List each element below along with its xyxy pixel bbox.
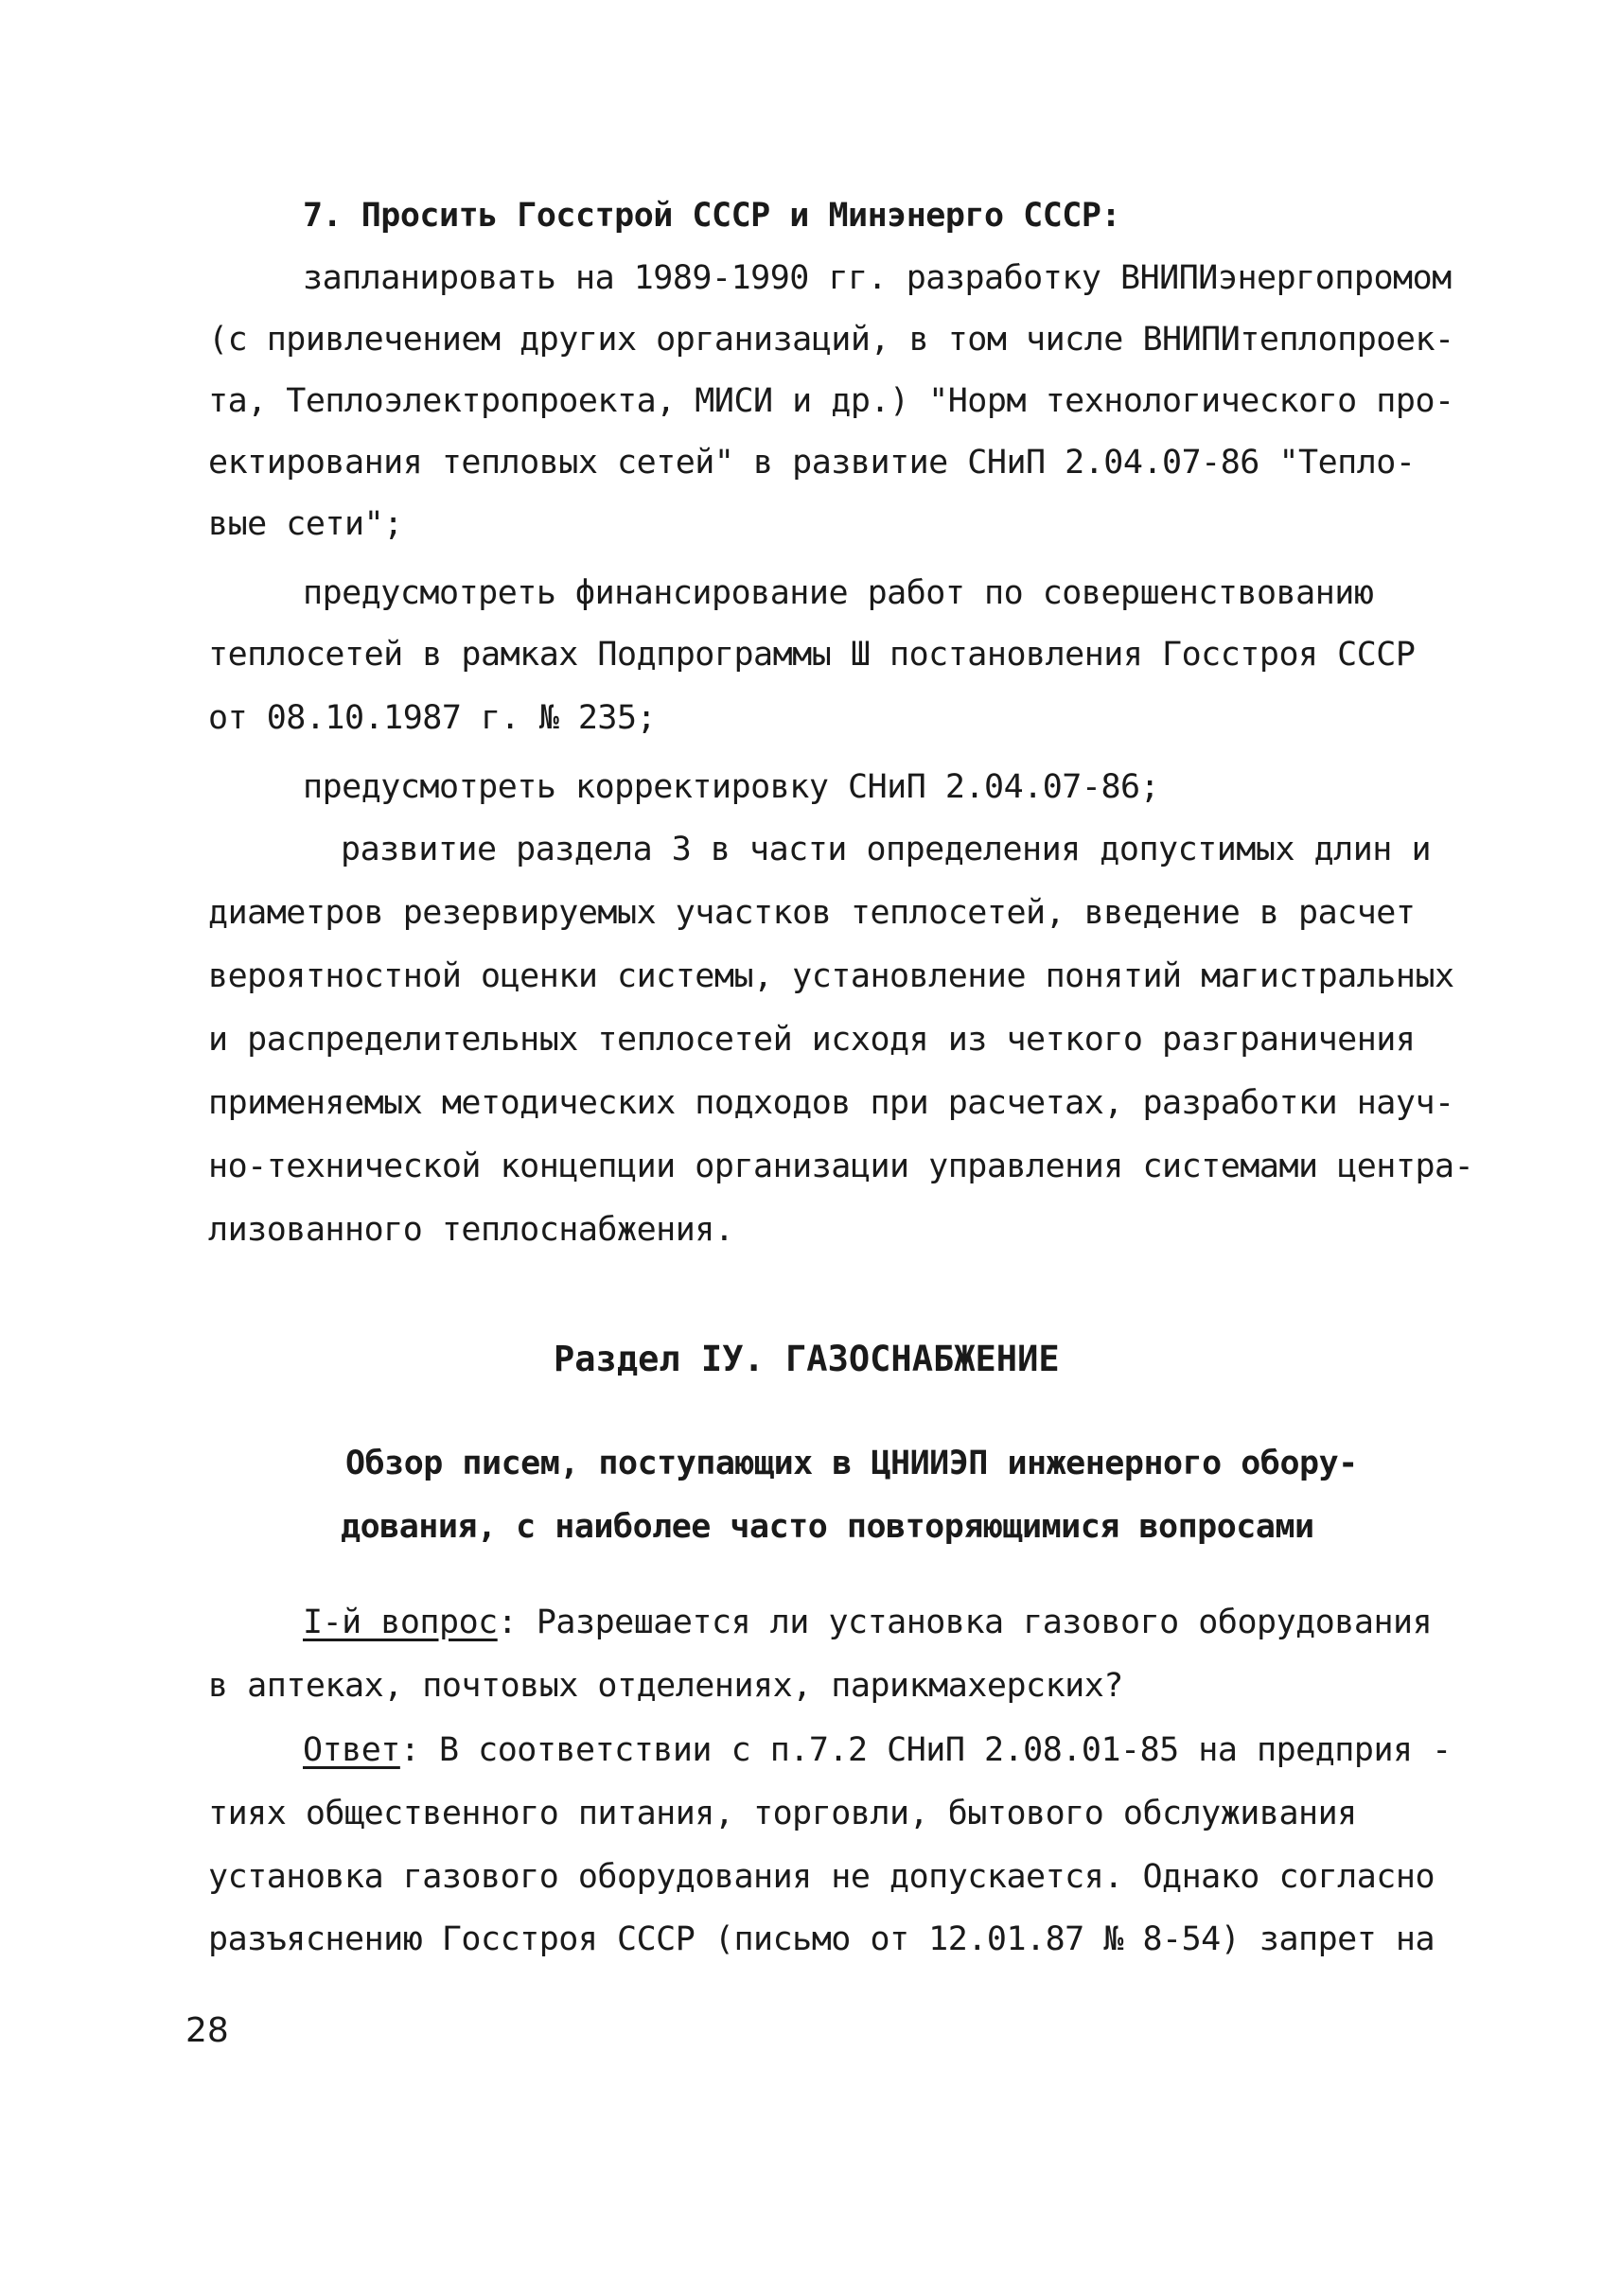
- text-line: лизованного теплоснабжения.: [208, 1211, 734, 1249]
- text-line: применяемых методических подходов при расчетах, разработки науч-: [208, 1084, 1454, 1122]
- text-line: разъяснению Госстроя СССР (письмо от 12.01.87 № 8-54) запрет на: [208, 1920, 1435, 1958]
- question-text: : Разрешается ли установка газового оборудования: [497, 1604, 1433, 1641]
- section-subtitle: Обзор писем, поступающих в ЦНИИЭП инженерного обору-: [345, 1445, 1358, 1482]
- page-number: 28: [185, 2011, 229, 2050]
- text-line: и распределительных теплосетей исходя из четкого разграничения: [208, 1021, 1416, 1059]
- text-line: вые сети";: [208, 505, 403, 543]
- text-line: запланировать на 1989-1990 гг. разработку ВНИПИэнергопромом: [303, 259, 1452, 297]
- text-line: установка газового оборудования не допускается. Однако согласно: [208, 1858, 1435, 1896]
- answer-line: [303, 1729, 1452, 1771]
- text-line: та, Теплоэлектропроекта, МИСИ и др.) "Норм технологического про-: [208, 382, 1454, 420]
- question-line: [303, 1602, 1432, 1643]
- text-line: предусмотреть финансирование работ по совершенствованию: [303, 574, 1374, 612]
- section-title: Раздел IУ. ГАЗОСНАБЖЕНИЕ: [554, 1339, 1060, 1379]
- text-line: от 08.10.1987 г. № 235;: [208, 699, 657, 737]
- text-line: предусмотреть корректировку СНиП 2.04.07-86;: [303, 768, 1160, 806]
- question-label: I-й вопрос: [303, 1604, 498, 1641]
- item7-title: 7. Просить Госстрой СССР и Минэнерго СССР:: [303, 197, 1121, 235]
- section-subtitle: дования, с наиболее часто повторяющимися вопросами: [341, 1508, 1314, 1546]
- answer-label: Ответ: [303, 1731, 400, 1769]
- question-cont: в аптеках, почтовых отделениях, парикмахерских?: [208, 1667, 1123, 1705]
- text-line: вероятностной оценки системы, установление понятий магистральных: [208, 957, 1454, 995]
- answer-text: : В соответствии с п.7.2 СНиП 2.08.01-85 на предприя -: [399, 1731, 1452, 1769]
- text-line: диаметров резервируемых участков теплосетей, введение в расчет: [208, 894, 1416, 932]
- text-line: но-технической концепции организации управления системами центра-: [208, 1148, 1474, 1185]
- text-line: тиях общественного питания, торговли, бытового обслуживания: [208, 1795, 1357, 1832]
- text-line: (с привлечением других организаций, в том числе ВНИПИтеплопроек-: [208, 321, 1454, 359]
- text-line: ектирования тепловых сетей" в развитие СНиП 2.04.07-86 "Тепло-: [208, 444, 1416, 482]
- text-line: развитие раздела 3 в части определения допустимых длин и: [341, 831, 1432, 868]
- text-line: теплосетей в рамках Подпрограммы Ш постановления Госстроя СССР: [208, 636, 1416, 674]
